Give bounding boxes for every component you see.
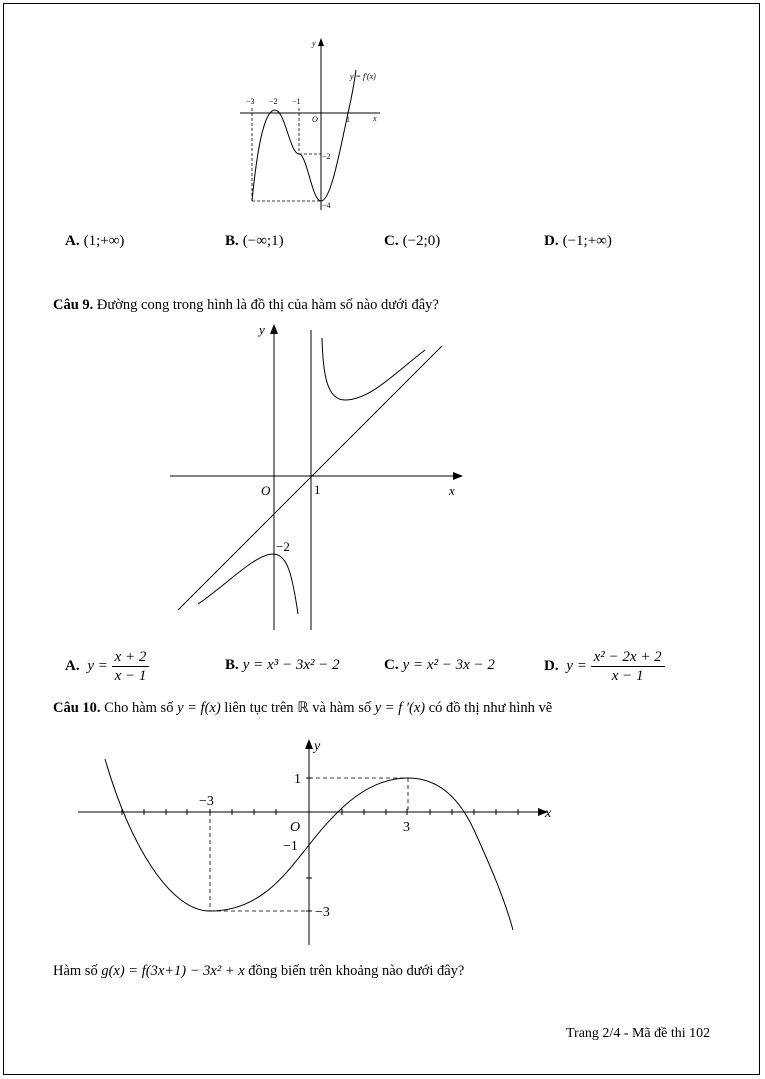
q8-xtick-1: 1: [346, 115, 350, 124]
q10-y-label: y: [314, 739, 321, 754]
q8-y-label: y: [312, 39, 316, 48]
q8-graph: [230, 30, 400, 220]
q8-option-c-text: (−2;0): [402, 233, 441, 249]
q9-stem: [53, 297, 439, 314]
q8-option-a-text: (1;+∞): [83, 233, 125, 249]
q8-origin: O: [312, 115, 318, 124]
q8-option-a[interactable]: [65, 233, 124, 250]
q9-option-a-lhs: y =: [87, 658, 108, 674]
q8-curve-fprime: [252, 70, 356, 201]
q10-question: [53, 963, 464, 980]
q10-expr-2: ℝ: [297, 700, 309, 716]
q10-ytick-m1: −1: [283, 839, 298, 854]
q9-text: Đường cong trong hình là đồ thị của hàm số nào dưới đây?: [96, 297, 439, 313]
q10-ytick-1: 1: [294, 772, 301, 787]
q10-ytick-m3: −3: [315, 905, 330, 920]
q9-y-label: y: [259, 322, 265, 337]
q9-y-arrow: [270, 324, 278, 334]
q8-ytick-m4: −4: [322, 201, 331, 210]
q8-xtick-m2: −2: [269, 97, 278, 106]
q10-text-1: Cho hàm số: [104, 700, 174, 716]
q8-option-d-text: (−1;+∞): [562, 233, 612, 249]
q9-option-d-fraction: [591, 648, 665, 685]
q9-option-d[interactable]: [544, 648, 665, 685]
q10-text-3: và hàm số: [312, 700, 372, 716]
q8-option-b-text: (−∞;1): [242, 233, 284, 249]
q9-option-c[interactable]: [384, 657, 495, 674]
q10-number: Câu 10.: [53, 700, 101, 716]
q9-option-a[interactable]: [65, 648, 149, 685]
page-footer: Trang 2/4 - Mã đề thi 102: [566, 1026, 711, 1041]
q9-xtick-1: 1: [314, 482, 321, 497]
q9-option-d-lhs: y =: [566, 658, 587, 674]
q8-option-b-letter: B.: [225, 233, 239, 249]
q8-option-c-letter: C.: [384, 233, 399, 249]
q9-x-arrow: [453, 472, 463, 480]
q8-option-d-letter: D.: [544, 233, 559, 249]
q10-question-expr: g(x) = f(3x+1) − 3x² + x: [101, 963, 245, 979]
q8-option-b[interactable]: [225, 233, 284, 250]
q9-branch-left: [198, 554, 298, 614]
q10-text-2: liên tục trên: [224, 700, 294, 716]
q8-curve-label: y = f′(x): [350, 72, 376, 81]
q9-graph: [165, 318, 475, 633]
q9-asymptote-oblique: [178, 346, 442, 610]
q9-option-c-text: y = x² − 3x − 2: [402, 657, 495, 673]
q8-ytick-m2: −2: [322, 152, 331, 161]
q10-expr-3: y = f ′(x): [374, 700, 426, 716]
q8-x-label: x: [373, 114, 377, 123]
q10-expr-1: y = f(x): [177, 700, 221, 716]
q8-xtick-m3: −3: [246, 97, 255, 106]
q10-question-2: đồng biến trên khoảng nào dưới đây?: [248, 963, 465, 979]
q9-option-d-letter: D.: [544, 658, 559, 674]
q10-y-arrow: [305, 739, 313, 749]
q10-xtick-m3: −3: [199, 794, 214, 809]
q10-graph: [70, 735, 560, 950]
q9-option-b-text: y = x³ − 3x² − 2: [242, 657, 340, 673]
q8-y-arrow: [318, 38, 324, 46]
q9-option-a-fraction: [112, 648, 150, 685]
q9-origin: O: [261, 483, 271, 498]
q9-x-label: x: [449, 483, 455, 498]
q8-xtick-m1: −1: [292, 97, 301, 106]
q8-option-c[interactable]: [384, 233, 440, 250]
q9-option-b[interactable]: [225, 657, 340, 674]
q9-option-c-letter: C.: [384, 657, 399, 673]
q9-option-b-letter: B.: [225, 657, 239, 673]
q9-number: Câu 9.: [53, 297, 94, 313]
q9-option-d-den: x − 1: [611, 668, 644, 684]
q9-branch-right: [322, 338, 425, 400]
q10-x-label: x: [545, 806, 552, 821]
q10-question-1: Hàm số: [53, 963, 98, 979]
q10-xtick-3: 3: [403, 820, 410, 835]
q8-option-d[interactable]: [544, 233, 612, 250]
q9-ytick-m2: −2: [276, 539, 290, 554]
q9-option-d-num: x² − 2x + 2: [591, 648, 665, 667]
q9-option-a-num: x + 2: [112, 648, 150, 667]
q9-option-a-den: x − 1: [114, 668, 147, 684]
q9-option-a-letter: A.: [65, 658, 80, 674]
q10-origin: O: [290, 820, 301, 835]
q8-option-a-letter: A.: [65, 233, 80, 249]
q10-text-4: có đồ thị như hình vẽ: [428, 700, 553, 716]
q10-stem: [53, 700, 552, 717]
